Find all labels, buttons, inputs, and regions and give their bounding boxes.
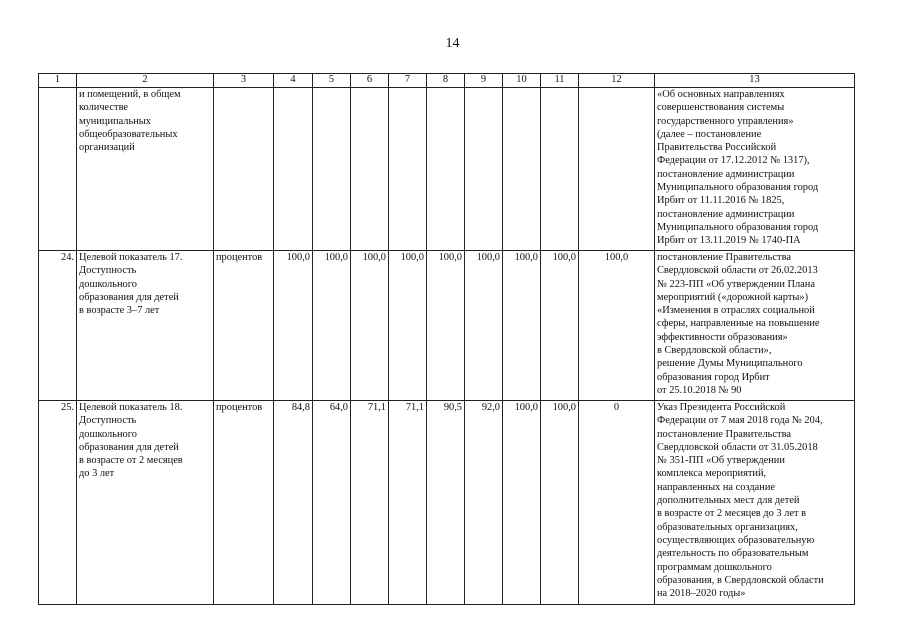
- value-cell: 100,0: [465, 251, 503, 401]
- row-number-cell: 24.: [39, 251, 77, 401]
- value-cell: 71,1: [351, 401, 389, 605]
- header-cell: 9: [465, 74, 503, 88]
- indicators-table: [38, 73, 855, 605]
- header-cell: 13: [655, 74, 855, 88]
- value-cell: 0: [579, 401, 655, 605]
- value-cell: 100,0: [541, 251, 579, 401]
- header-cell: 12: [579, 74, 655, 88]
- value-cell: [579, 88, 655, 251]
- page-number: 14: [445, 36, 460, 51]
- value-cell: 100,0: [274, 251, 313, 401]
- table-row: [39, 251, 855, 401]
- value-cell: [503, 88, 541, 251]
- header-cell: 1: [39, 74, 77, 88]
- value-cell: 92,0: [465, 401, 503, 605]
- indicator-name-cell: Целевой показатель 17. Доступность дошкольного образования для детей в возрасте 3–7 лет: [77, 251, 214, 401]
- row-number-cell: [39, 88, 77, 251]
- value-cell: 71,1: [389, 401, 427, 605]
- value-cell: 100,0: [503, 401, 541, 605]
- value-cell: 100,0: [389, 251, 427, 401]
- source-cell: «Об основных направлениях совершенствования системы государственного управления» (далее – постановление Правительства Российской Федерации от 17.12.2012 № 1317), постановление администрации Муниципального образования город Ирбит от 11.11.2016 № 1825, постановление администрации Муниципального образования город Ирбит от 13.11.2019 № 1740-ПА: [655, 88, 855, 251]
- value-cell: 90,5: [427, 401, 465, 605]
- unit-cell: [214, 88, 274, 251]
- value-cell: 84,8: [274, 401, 313, 605]
- value-cell: 100,0: [351, 251, 389, 401]
- header-cell: 10: [503, 74, 541, 88]
- header-cell: 4: [274, 74, 313, 88]
- header-cell: 8: [427, 74, 465, 88]
- value-cell: 100,0: [427, 251, 465, 401]
- table-row: [39, 88, 855, 251]
- value-cell: [351, 88, 389, 251]
- value-cell: 100,0: [313, 251, 351, 401]
- source-cell: постановление Правительства Свердловской области от 26.02.2013 № 223-ПП «Об утверждении Плана мероприятий («дорожной карты») «Изменения в отраслях социальной сферы, направленные на повышение эффективности образования» в Свердловской области», решение Думы Муниципального образования город Ирбит от 25.10.2018 № 90: [655, 251, 855, 401]
- value-cell: 100,0: [541, 401, 579, 605]
- table-row: [39, 401, 855, 605]
- value-cell: [465, 88, 503, 251]
- header-cell: 2: [77, 74, 214, 88]
- header-cell: 11: [541, 74, 579, 88]
- value-cell: [389, 88, 427, 251]
- header-cell: 3: [214, 74, 274, 88]
- source-cell: Указ Президента Российской Федерации от 7 мая 2018 года № 204, постановление Правительства Свердловской области от 31.05.2018 № 351-ПП «Об утверждении комплекса мероприятий, направленных на создание дополнительных мест для детей в возрасте от 2 месяцев до 3 лет в образовательных организациях, осуществляющих образовательную деятельность по образовательным программам дошкольного образования, в Свердловской области на 2018–2020 годы»: [655, 401, 855, 605]
- value-cell: [313, 88, 351, 251]
- header-cell: 7: [389, 74, 427, 88]
- header-row: [39, 74, 855, 88]
- indicator-name-cell: и помещений, в общем количестве муниципальных общеобразовательных организаций: [77, 88, 214, 251]
- value-cell: 64,0: [313, 401, 351, 605]
- unit-cell: процентов: [214, 251, 274, 401]
- unit-cell: процентов: [214, 401, 274, 605]
- value-cell: [274, 88, 313, 251]
- header-cell: 5: [313, 74, 351, 88]
- indicator-name-cell: Целевой показатель 18. Доступность дошкольного образования для детей в возрасте от 2 месяцев до 3 лет: [77, 401, 214, 605]
- header-cell: 6: [351, 74, 389, 88]
- value-cell: 100,0: [579, 251, 655, 401]
- row-number-cell: 25.: [39, 401, 77, 605]
- value-cell: [541, 88, 579, 251]
- value-cell: [427, 88, 465, 251]
- value-cell: 100,0: [503, 251, 541, 401]
